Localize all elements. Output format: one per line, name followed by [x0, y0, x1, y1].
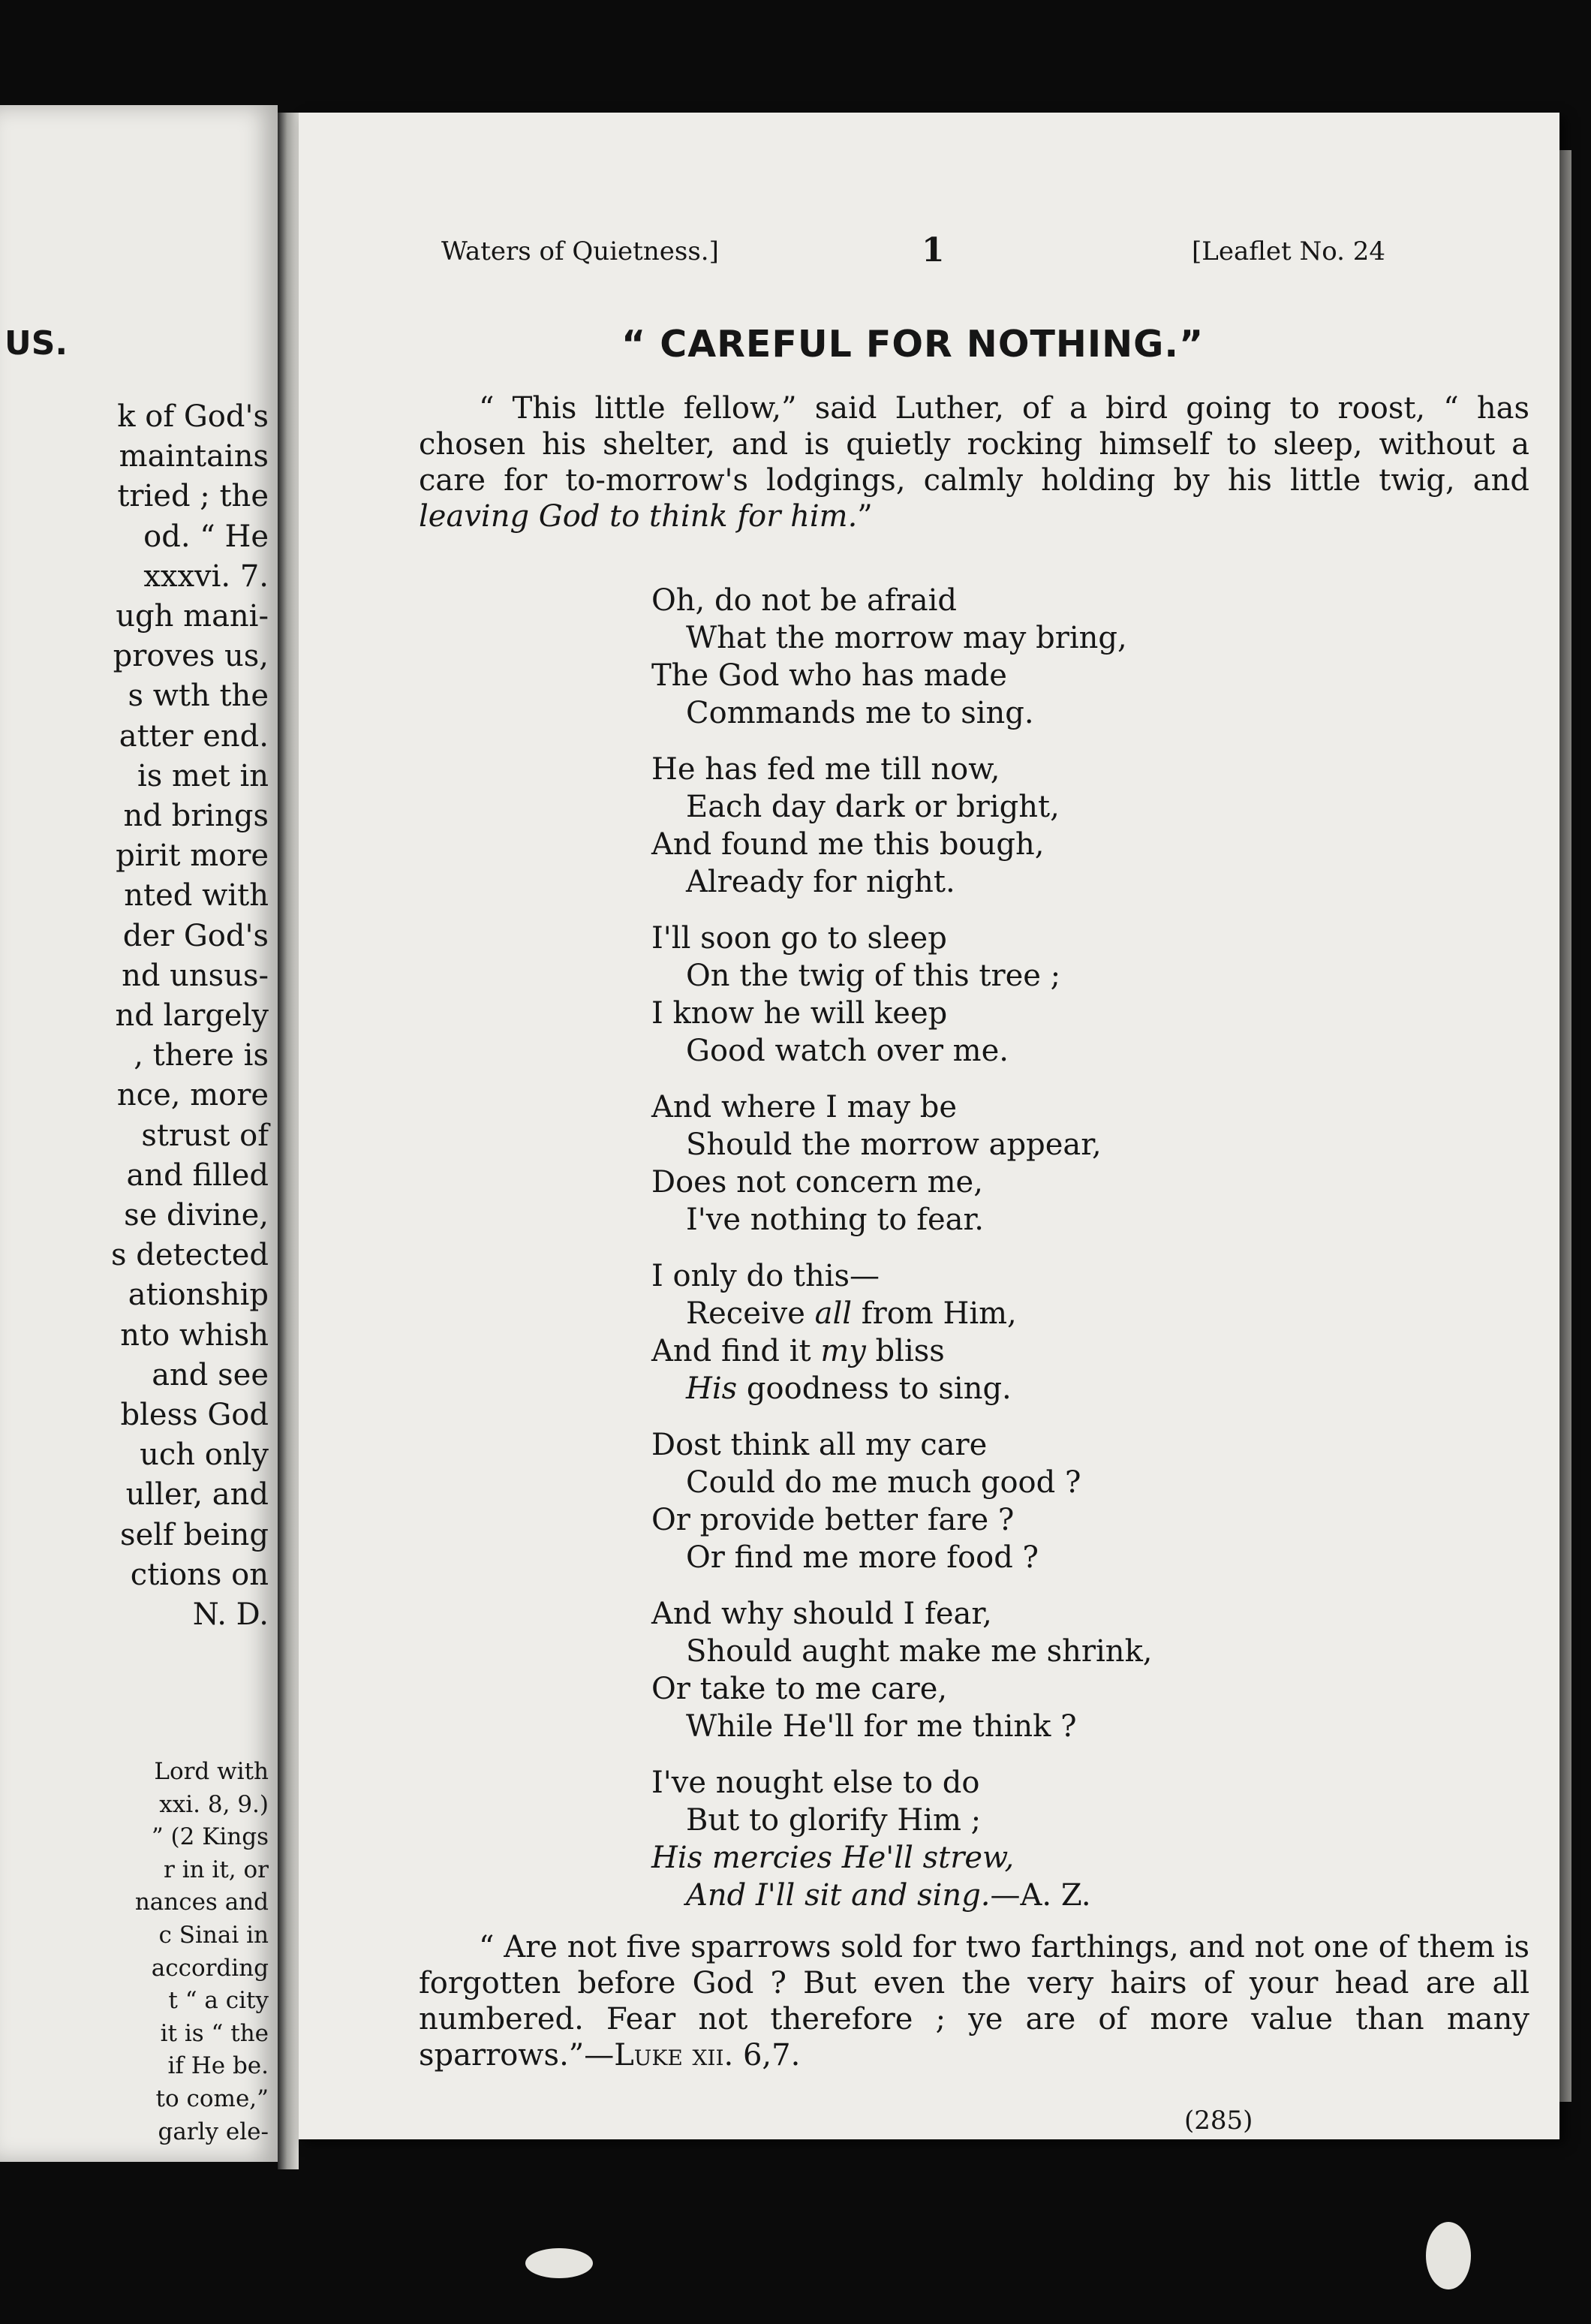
- poem-line: I know he will keep: [651, 996, 948, 1031]
- left-page-heading: US.: [5, 324, 68, 363]
- poem-line: Dost think all my care: [651, 1428, 988, 1462]
- book-gutter: [278, 113, 299, 2169]
- poem-attribution: —A. Z.: [990, 1878, 1091, 1913]
- left-page-line: maintains: [119, 439, 269, 474]
- page-blemish: [1426, 2222, 1471, 2289]
- left-page-line: self being: [120, 1517, 269, 1552]
- poem-line: Does not concern me,: [651, 1165, 983, 1200]
- poem-line: Already for night.: [686, 865, 955, 899]
- poem-line: What the morrow may bring,: [686, 621, 1127, 655]
- poem-stanza-8: [651, 1764, 1091, 1914]
- leaflet-page: [299, 113, 1559, 2139]
- intro-text: “ This little fellow,” said Luther, of a bird going to roost, “ has chosen his shelter, and is quietly rocking himself to sleep, without a care for to-morrow's lodgings, calmly holding by his little twig, and: [419, 391, 1529, 498]
- left-page-line: bless God: [120, 1398, 269, 1432]
- left-page-line: is met in: [137, 758, 269, 793]
- left-page-line: strust of: [141, 1118, 269, 1153]
- left-page-line: to come,”: [155, 2085, 269, 2112]
- left-page-line: , there is: [134, 1038, 269, 1073]
- intro-italic: leaving God to think for him.: [419, 499, 858, 534]
- left-page-line: nances and: [134, 1889, 269, 1916]
- poem-line: And where I may be: [651, 1090, 958, 1124]
- left-page-line: pirit more: [116, 838, 269, 874]
- left-page-line: se divine,: [124, 1198, 269, 1233]
- left-page-line: der God's: [122, 918, 269, 953]
- left-page-line: if He be.: [167, 2052, 269, 2080]
- poem-stanza-4: [651, 1088, 1102, 1239]
- poem-line: Or provide better fare ?: [651, 1503, 1015, 1537]
- poem-line: And why should I fear,: [651, 1597, 992, 1631]
- poem-line: Each day dark or bright,: [686, 790, 1060, 824]
- scripture-text: “ Are not five sparrows sold for two farthings, and not one of them is forgotten before God ? But even the very hairs of your head are all numbered. Fear not therefore ; ye are of more value than many sparrows.”—: [419, 1930, 1529, 2073]
- poem-line: Should aught make me shrink,: [686, 1634, 1153, 1669]
- left-page-line: nce, more: [116, 1078, 269, 1113]
- poem-stanza-2: [651, 751, 1060, 901]
- left-page-line: uller, and: [125, 1477, 269, 1513]
- left-page-line: xxi. 8, 9.): [159, 1790, 269, 1818]
- left-page-line: Lord with: [154, 1758, 269, 1785]
- intro-end: ”: [857, 499, 873, 534]
- page-blemish: [525, 2248, 593, 2278]
- poem-line: His mercies He'll strew,: [651, 1841, 1015, 1875]
- poem-line: While He'll for me think ?: [686, 1709, 1077, 1744]
- poem-line: Or find me more food ?: [686, 1540, 1039, 1575]
- left-page-line: nted with: [124, 878, 269, 914]
- left-page-line: s detected: [110, 1238, 269, 1273]
- left-page-line: xxxvi. 7.: [143, 558, 269, 594]
- footer-page-number: (285): [1184, 2106, 1253, 2136]
- left-page-line: nto whish: [120, 1317, 269, 1353]
- poem-line: And found me this bough,: [651, 827, 1045, 862]
- poem-line: And find it my bliss: [651, 1334, 945, 1368]
- poem-line: Oh, do not be afraid: [651, 583, 958, 618]
- poem-line: But to glorify Him ;: [686, 1803, 982, 1838]
- poem-line: I only do this—: [651, 1259, 880, 1293]
- left-page-line: nd brings: [123, 799, 269, 833]
- left-page-line: c Sinai in: [158, 1922, 269, 1949]
- left-page-line: nd largely: [115, 998, 269, 1033]
- left-page-line: od. “ He: [143, 519, 269, 554]
- poem-stanza-3: [651, 920, 1060, 1070]
- header-page-number: 1: [922, 231, 945, 269]
- page-title: “ CAREFUL FOR NOTHING.”: [621, 323, 1205, 366]
- left-page-line: t “ a city: [168, 1987, 269, 2015]
- left-page-line: N. D.: [192, 1597, 269, 1632]
- left-page-line: and filled: [126, 1157, 269, 1193]
- poem-line: I've nothing to fear.: [686, 1203, 984, 1237]
- poem-line: And I'll sit and sing.—A. Z.: [686, 1878, 1091, 1913]
- left-page-line: proves us,: [113, 639, 269, 674]
- left-page-line: and see: [152, 1357, 269, 1392]
- left-page-line: s wth the: [128, 679, 269, 714]
- poem-line: He has fed me till now,: [651, 752, 1000, 787]
- left-page-line: tried ; the: [117, 479, 269, 514]
- poem-stanza-1: [651, 582, 1127, 732]
- left-page-line: ugh mani-: [116, 599, 269, 634]
- scripture-reference: Luke xii. 6,7.: [614, 2038, 801, 2073]
- poem-stanza-5: [651, 1257, 1017, 1407]
- left-page-line: nd unsus-: [122, 958, 269, 993]
- left-page-line: ctions on: [130, 1557, 269, 1592]
- poem-line: His goodness to sing.: [686, 1371, 1012, 1406]
- scripture-quote: [419, 1929, 1529, 2073]
- left-page-line: ationship: [128, 1278, 269, 1313]
- poem-line: Good watch over me.: [686, 1034, 1009, 1068]
- intro-paragraph: [419, 390, 1529, 534]
- poem-line: Or take to me care,: [651, 1672, 948, 1706]
- poem-line: I've nought else to do: [651, 1766, 980, 1800]
- poem-stanza-7: [651, 1595, 1153, 1745]
- poem-line: Should the morrow appear,: [686, 1127, 1102, 1162]
- left-page-line: r in it, or: [164, 1856, 269, 1883]
- left-page-line: garly ele-: [158, 2118, 269, 2145]
- poem-line: Could do me much good ?: [686, 1465, 1081, 1500]
- left-page-line: according: [151, 1954, 269, 1982]
- left-page-line: it is “ the: [160, 2019, 269, 2047]
- left-page-line: k of God's: [117, 399, 269, 434]
- poem-stanza-6: [651, 1426, 1081, 1576]
- poem-line: Commands me to sing.: [686, 696, 1034, 730]
- left-page-line: ” (2 Kings: [151, 1823, 269, 1851]
- poem-line: Receive all from Him,: [686, 1296, 1017, 1331]
- header-leaflet-number: [Leaflet No. 24: [1192, 236, 1386, 266]
- header-source: Waters of Quietness.]: [441, 236, 719, 266]
- poem-line: I'll soon go to sleep: [651, 921, 947, 956]
- left-page-line: atter end.: [119, 718, 269, 754]
- left-page: [0, 105, 278, 2162]
- poem-line: On the twig of this tree ;: [686, 959, 1061, 993]
- left-page-line: uch only: [140, 1437, 269, 1473]
- poem-line: The God who has made: [651, 658, 1007, 693]
